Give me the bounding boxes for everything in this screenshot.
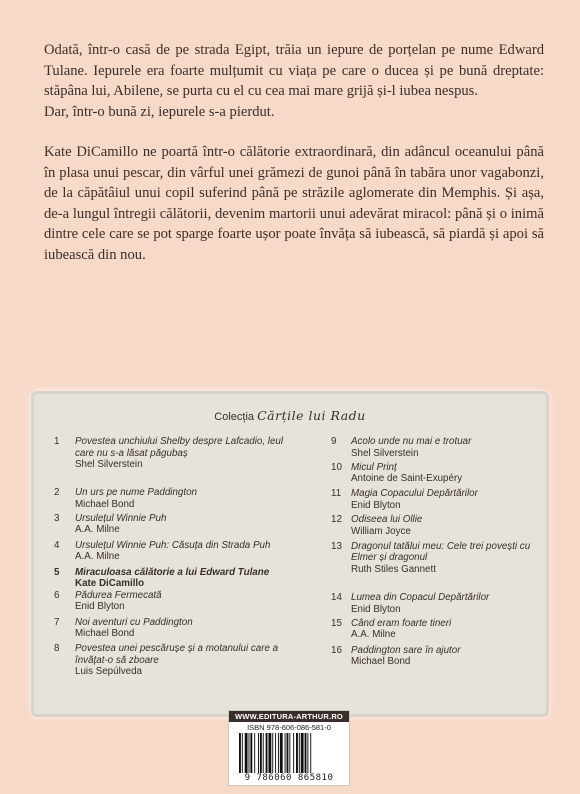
collection-item-text — [351, 541, 531, 576]
barcode-bar — [249, 733, 250, 773]
collection-item-text — [75, 487, 304, 510]
barcode-bar — [254, 733, 255, 773]
collection-item-text — [351, 645, 531, 668]
collection-item-number: 14 — [331, 592, 342, 604]
collection-panel — [34, 394, 546, 714]
collection-item-number: 3 — [54, 512, 60, 524]
blurb-paragraph-1: Odată, într-o casă de pe strada Egipt, trăia un iepure de porțelan pe nume Edward Tulane. Iepurele era foarte mulțumit cu viața pe care o ducea și pe bună dreptate: stăpâna lui, Abilene, se purta cu el cu cea mai mare grijă și-l iubea nespus. — [44, 42, 544, 99]
barcode-bar — [285, 733, 286, 773]
collection-item-number: 15 — [331, 617, 342, 629]
collection-item-number: 13 — [331, 540, 342, 552]
barcode-bar — [296, 733, 298, 773]
collection-label: Colecția — [214, 411, 255, 423]
collection-item-author: A.A. Milne — [351, 629, 396, 641]
collection-item-title: Miraculoasa călătorie a lui Edward Tulane — [75, 566, 270, 578]
barcode-bar — [250, 733, 252, 773]
collection-item-text — [351, 592, 531, 615]
collection-item-number: 12 — [331, 514, 342, 526]
collection-item-title: Odiseea lui Ollie — [351, 514, 423, 526]
barcode-bar — [245, 733, 248, 773]
barcode-bar — [299, 733, 300, 773]
collection-series-name: Cărțile lui Radu — [257, 408, 366, 423]
barcode-bar — [242, 733, 243, 773]
collection-item-title: Dragonul tatălui meu: Cele trei povești cu Elmer și dragonul — [351, 540, 531, 564]
collection-item-title: Acolo unde nu mai e trotuar — [351, 436, 472, 447]
collection-item-number: 2 — [54, 487, 60, 499]
collection-item-author: Ruth Stiles Gannett — [351, 563, 436, 575]
collection-item-author: Luis Sepúlveda — [75, 666, 142, 678]
collection-item-author: Shel Silverstein — [351, 447, 419, 459]
collection-item-text — [75, 590, 304, 613]
collection-item-text — [75, 540, 304, 563]
collection-item-text — [351, 488, 531, 511]
barcode-bar — [266, 733, 268, 773]
collection-item-number: 9 — [331, 436, 337, 447]
collection-item-title: Pădurea Fermecată — [75, 589, 162, 601]
collection-item-text — [75, 643, 304, 678]
collection-item-title: Lumea din Copacul Depărtărilor — [351, 592, 490, 604]
barcode-bar — [239, 733, 241, 773]
barcode-bar — [289, 733, 290, 773]
barcode-bar — [287, 733, 289, 773]
collection-item-title: Paddington sare în ajutor — [351, 644, 461, 656]
collection-item-number: 1 — [54, 436, 60, 447]
collection-item-author: Michael Bond — [75, 628, 135, 640]
collection-item-text — [75, 617, 304, 640]
collection-item-author: Enid Blyton — [75, 601, 125, 613]
barcode-bar — [301, 733, 304, 773]
barcode-bar — [268, 733, 271, 773]
collection-item-number: 4 — [54, 539, 60, 551]
collection-item-number: 10 — [331, 461, 342, 473]
barcode-block — [228, 710, 350, 786]
barcode-bar — [263, 733, 264, 773]
collection-item-number: 11 — [331, 488, 342, 500]
collection-item-title: Un urs pe nume Paddington — [75, 487, 197, 499]
collection-item-author: William Joyce — [351, 525, 411, 537]
collection-item-text — [75, 513, 304, 536]
collection-item-author: Enid Blyton — [351, 603, 401, 615]
barcode-digits: 9 786060 865810 — [244, 773, 334, 783]
collection-item-number: 6 — [54, 589, 60, 601]
collection-item-author: Michael Bond — [351, 656, 411, 668]
collection-item-text — [351, 618, 531, 641]
barcode-bar — [260, 733, 262, 773]
barcode-bar — [280, 733, 283, 773]
collection-item-title: Noi aventuri cu Paddington — [75, 616, 193, 628]
collection-item-text — [75, 567, 304, 590]
blurb-paragraph-3: Kate DiCamillo ne poartă într-o călătorie extraordinară, din adâncul oceanului până în plasa unui pescar, din vârful unei grămezi de gunoi până în tabăra unor vagabonzi, de la căpătâiul unui copil suferind până pe străzile aglomerate din Memphis. Și așa, de-a lungul întregii călătorii, devenim martorii unui adevărat miracol: până și o inimă dintre cele care se pot sparge foarte ușor poate învăța să iubească, să piardă și apoi să iubească din nou. — [44, 144, 544, 263]
collection-item-author: Shel Silverstein — [75, 459, 143, 470]
collection-title — [34, 408, 546, 423]
collection-item-text — [351, 436, 531, 459]
collection-item-title: Povestea unei pescărușe și a motanului care a învățat-o să zboare — [75, 643, 279, 666]
collection-item-author: A.A. Milne — [75, 524, 120, 536]
collection-item-number: 5 — [54, 566, 60, 578]
collection-item-title: Ursulețul Winnie Puh: Căsuța din Strada Puh — [75, 539, 271, 551]
collection-item-number: 16 — [331, 644, 342, 656]
collection-item-text — [351, 514, 531, 537]
barcode-bar — [307, 733, 308, 773]
collection-item-number: 7 — [54, 616, 60, 628]
back-cover-blurb — [44, 40, 544, 265]
collection-item-title: Ursulețul Winnie Puh — [75, 512, 167, 524]
collection-item-number: 8 — [54, 643, 60, 655]
collection-item-author: Antoine de Saint-Exupéry — [351, 473, 463, 485]
blurb-paragraph-2: Dar, într-o bună zi, iepurele s-a pierdut. — [44, 103, 275, 120]
barcode-bar — [310, 733, 311, 773]
collection-item-author: Enid Blyton — [351, 499, 401, 511]
collection-item-title: Magia Copacului Depărtărilor — [351, 488, 478, 500]
barcode-bar — [275, 733, 276, 773]
barcode-bar — [258, 733, 259, 773]
collection-item-author: Kate DiCamillo — [75, 578, 145, 590]
barcode-bars — [239, 733, 339, 773]
collection-item-title: Povestea unchiului Shelby despre Lafcadio, leul care nu s-a lăsat păgubaș — [75, 436, 284, 459]
collection-item-title: Când eram foarte tineri — [351, 617, 452, 629]
barcode-bar — [293, 733, 294, 773]
isbn-text: ISBN 978-606-086-581-0 — [247, 723, 331, 732]
barcode-bar — [305, 733, 307, 773]
collection-item-title: Micul Prinț — [351, 461, 397, 473]
barcode-bar — [272, 733, 273, 773]
collection-item-author: Michael Bond — [75, 498, 135, 510]
collection-item-author: A.A. Milne — [75, 551, 120, 563]
publisher-url: WWW.EDITURA-ARTHUR.RO — [229, 711, 349, 722]
barcode-bar — [278, 733, 279, 773]
collection-item-text — [75, 436, 304, 471]
collection-item-text — [351, 462, 531, 485]
